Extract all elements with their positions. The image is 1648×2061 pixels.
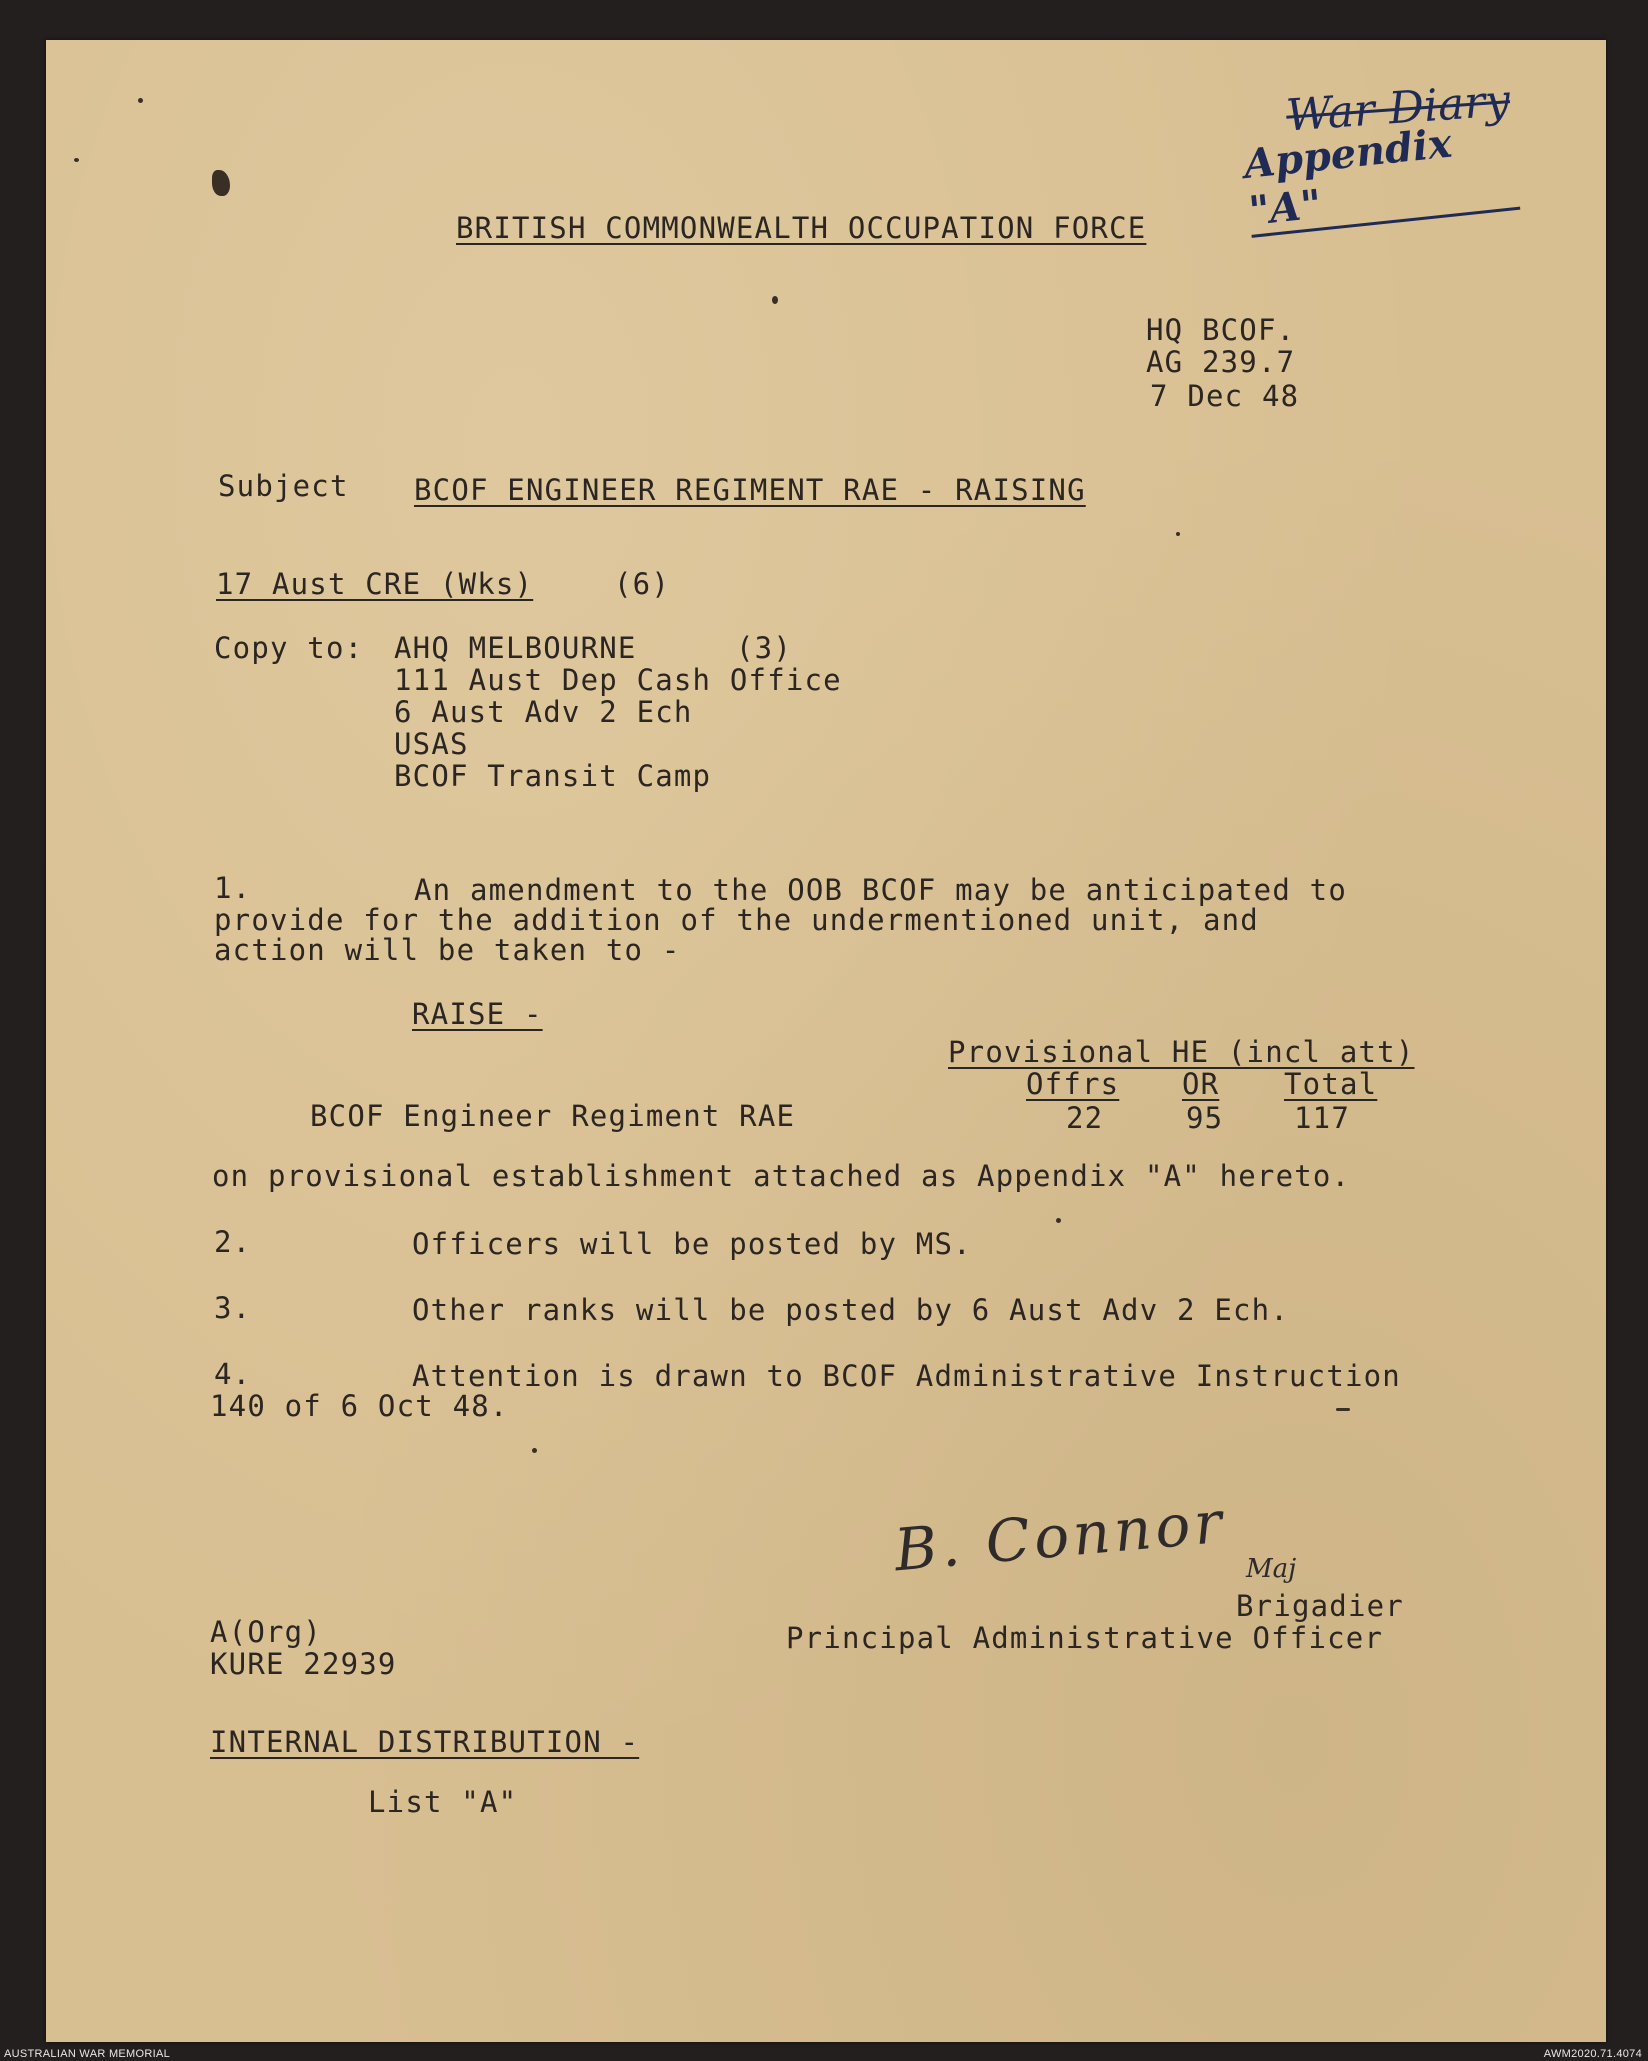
addressee-unit: 17 Aust CRE (Wks) <box>216 567 534 601</box>
speck <box>1056 1218 1061 1223</box>
speck <box>772 296 778 304</box>
ref-office: HQ BCOF. <box>1146 313 1296 347</box>
signature-title: Principal Administrative Officer <box>786 1621 1384 1655</box>
rank-correction: Maj <box>1246 1554 1297 1584</box>
col-offrs: Offrs <box>1026 1067 1120 1101</box>
copy-to-label: Copy to: <box>214 631 364 665</box>
value-or: 95 <box>1186 1101 1224 1135</box>
footer-right: AWM2020.71.4074 <box>1543 2048 1642 2060</box>
table-title: Provisional HE (incl att) <box>948 1035 1415 1069</box>
handwritten-war-diary: War Diary <box>1284 75 1512 142</box>
para3-number: 3. <box>214 1291 252 1325</box>
document-title: BRITISH COMMONWEALTH OCCUPATION FORCE <box>456 211 1147 245</box>
value-offrs: 22 <box>1066 1101 1104 1135</box>
speck <box>1176 532 1180 536</box>
internal-distribution-heading: INTERNAL DISTRIBUTION - <box>210 1725 640 1759</box>
signature-rank: Brigadier <box>1236 1589 1404 1623</box>
para2-text: Officers will be posted by MS. <box>412 1227 972 1261</box>
col-or: OR <box>1182 1067 1220 1101</box>
para2-number: 2. <box>214 1225 252 1259</box>
addressee-count: (6) <box>614 567 670 601</box>
para3-text: Other ranks will be posted by 6 Aust Adv 2 Ech. <box>412 1293 1289 1327</box>
footer-left: AUSTRALIAN WAR MEMORIAL <box>4 2048 171 2060</box>
subject-text: BCOF ENGINEER REGIMENT RAE - RAISING <box>414 473 1086 507</box>
copy-to-recipient: BCOF Transit Camp <box>394 759 712 793</box>
speck <box>138 98 143 103</box>
copy-to-count: (3) <box>736 631 792 665</box>
para1-line: provide for the addition of the undermentioned unit, and <box>214 903 1259 937</box>
speck <box>74 158 79 162</box>
handwritten-appendix: Appendix "A" <box>1242 113 1521 238</box>
distribution-list: List "A" <box>368 1785 518 1819</box>
copy-to-recipient: AHQ MELBOURNE <box>394 631 637 665</box>
copy-to-recipient: 6 Aust Adv 2 Ech <box>394 695 693 729</box>
raise-heading: RAISE - <box>412 997 543 1031</box>
para4-line: Attention is drawn to BCOF Administrative Instruction <box>412 1359 1401 1393</box>
para4-line: 140 of 6 Oct 48. <box>210 1389 509 1423</box>
para1-number: 1. <box>214 871 252 905</box>
col-total: Total <box>1284 1067 1378 1101</box>
handwritten-note <box>1241 75 1576 235</box>
para4-number: 4. <box>214 1357 252 1391</box>
para1-after: on provisional establishment attached as Appendix "A" hereto. <box>212 1159 1351 1193</box>
copy-to-recipient: 111 Aust Dep Cash Office <box>394 663 842 697</box>
copy-to-recipient: USAS <box>394 727 469 761</box>
para1-line: An amendment to the OOB BCOF may be anticipated to <box>414 873 1347 907</box>
ref-org: A(Org) <box>210 1615 322 1649</box>
document-page <box>46 40 1606 2042</box>
ref-file: AG 239.7 <box>1146 345 1296 379</box>
unit-name: BCOF Engineer Regiment RAE <box>310 1099 796 1133</box>
speck <box>1336 1408 1350 1411</box>
subject-label: Subject <box>218 469 349 503</box>
para1-line: action will be taken to - <box>214 933 681 967</box>
value-total: 117 <box>1294 1101 1350 1135</box>
ref-date: 7 Dec 48 <box>1150 379 1300 413</box>
ink-blot <box>212 170 230 196</box>
ref-phone: KURE 22939 <box>210 1647 397 1681</box>
signature: B. Connor <box>891 1487 1229 1585</box>
speck <box>532 1448 537 1453</box>
